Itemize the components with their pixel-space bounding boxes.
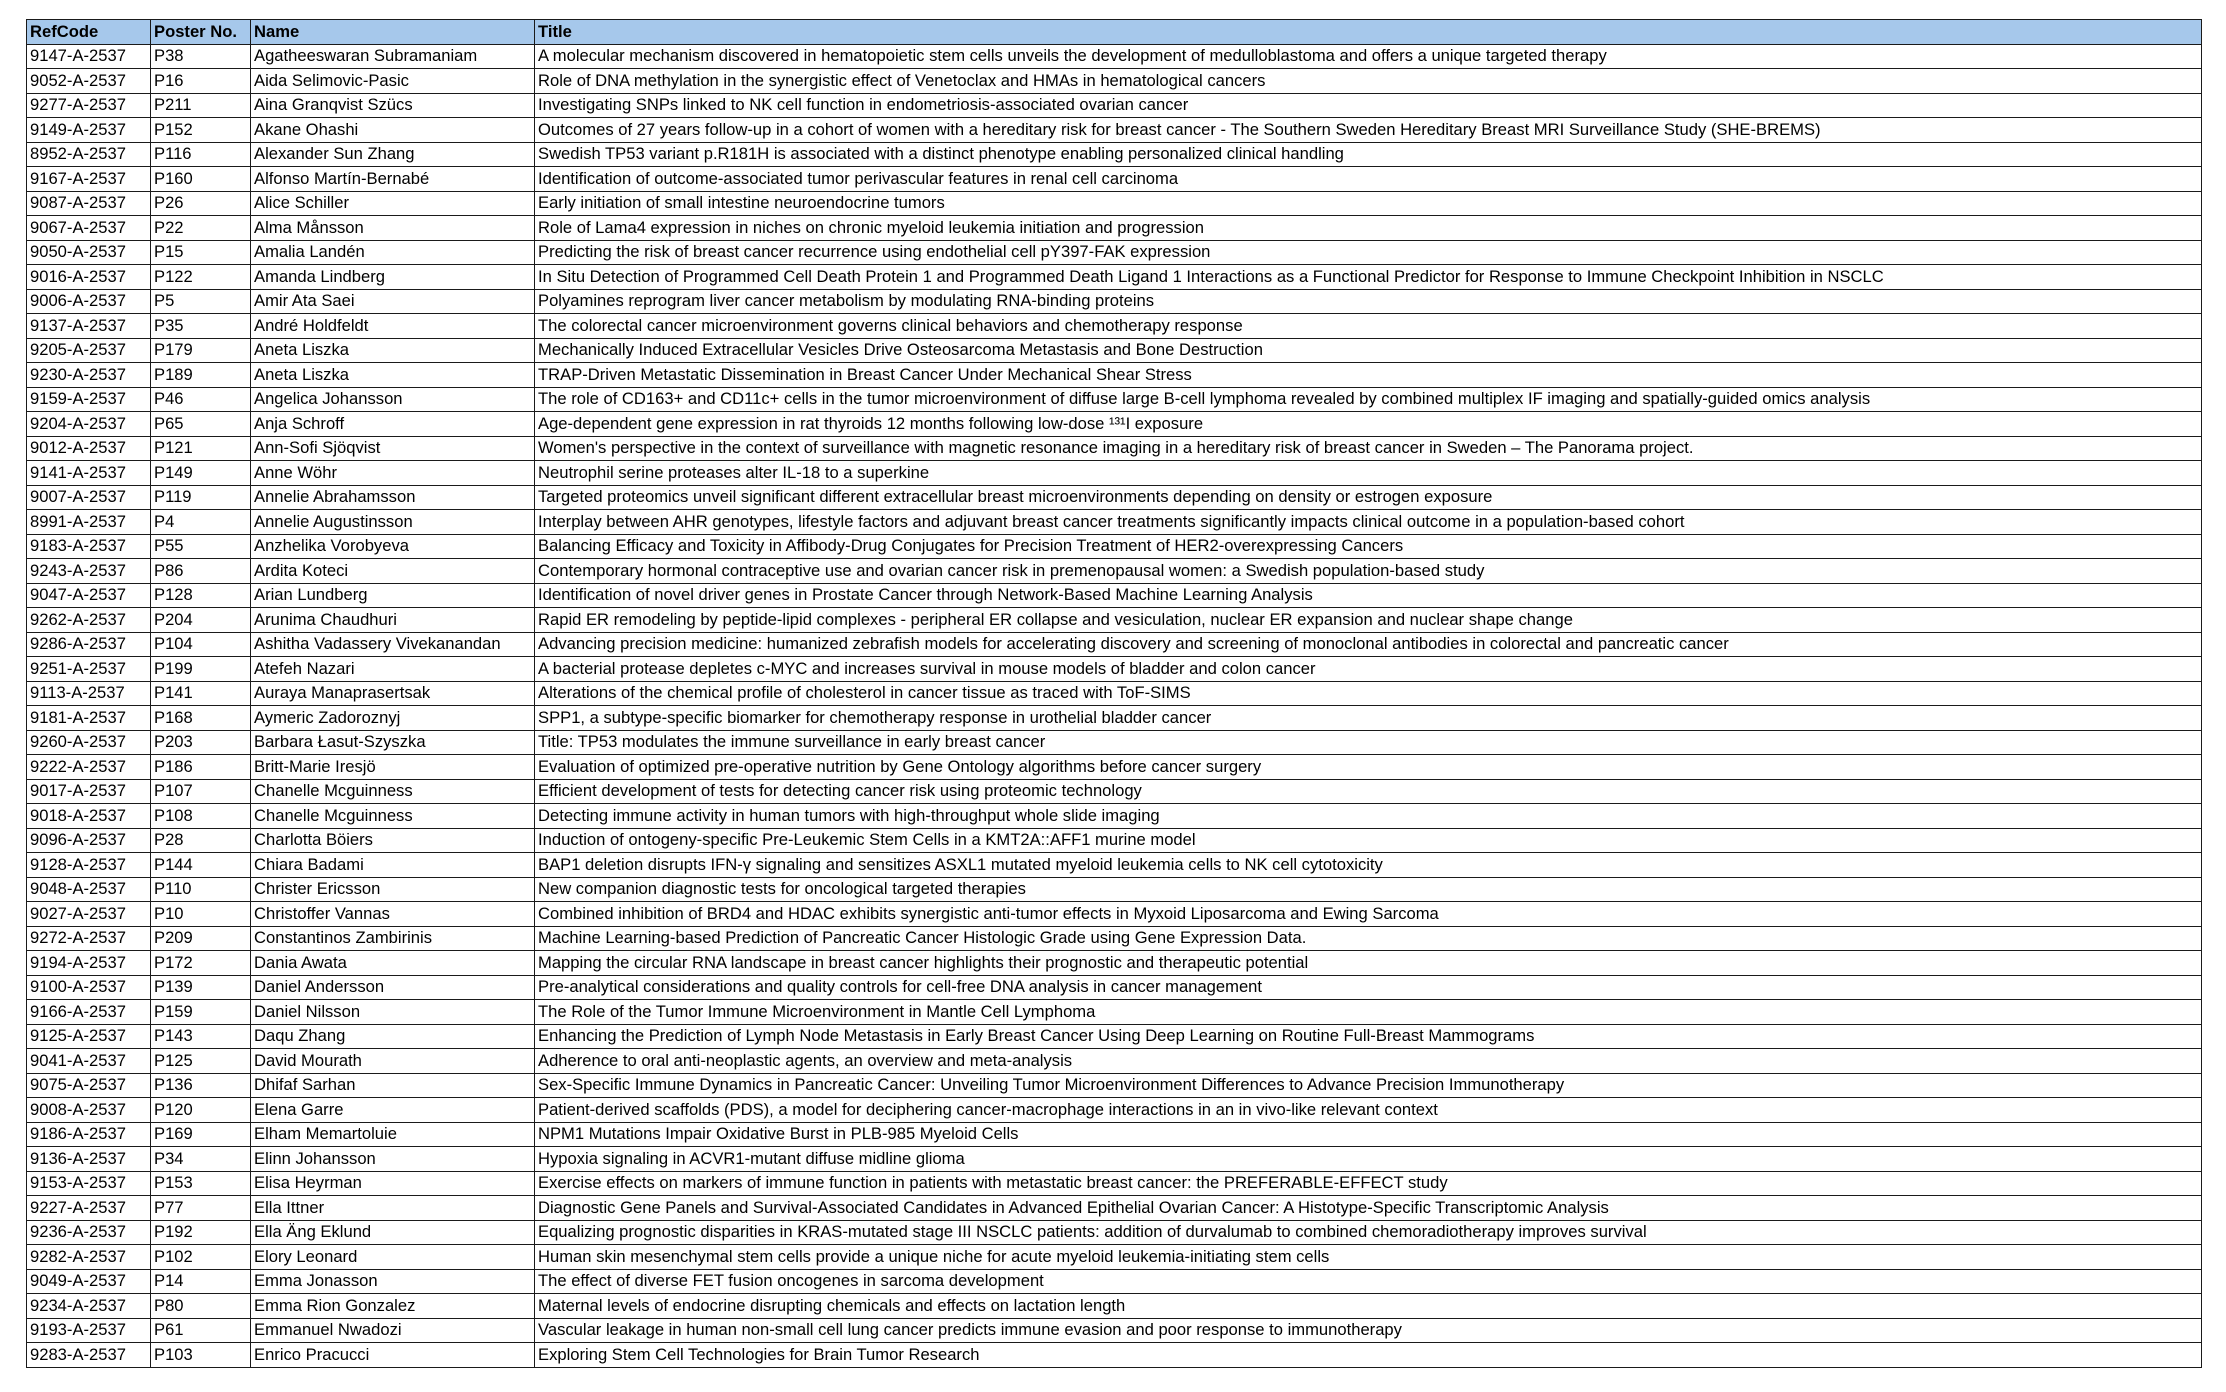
cell-refcode[interactable]: 9041-A-2537 (27, 1049, 151, 1074)
cell-poster-no[interactable]: P168 (151, 706, 251, 731)
cell-title[interactable]: Detecting immune activity in human tumors with high-throughput whole slide imaging (535, 804, 2202, 829)
table-row (27, 975, 2202, 1000)
cell-title[interactable]: Pre-analytical considerations and quality controls for cell-free DNA analysis in cancer management (535, 975, 2202, 1000)
table-row (27, 1171, 2202, 1196)
table-row (27, 1073, 2202, 1098)
cell-poster-no[interactable]: P38 (151, 44, 251, 69)
cell-poster-no[interactable]: P5 (151, 289, 251, 314)
cell-title[interactable]: Role of Lama4 expression in niches on chronic myeloid leukemia initiation and progression (535, 216, 2202, 241)
cell-title[interactable]: Mechanically Induced Extracellular Vesicles Drive Osteosarcoma Metastasis and Bone Destruction (535, 338, 2202, 363)
cell-poster-no[interactable]: P121 (151, 436, 251, 461)
cell-refcode[interactable]: 9166-A-2537 (27, 1000, 151, 1025)
cell-name[interactable]: Christer Ericsson (251, 877, 535, 902)
cell-poster-no[interactable]: P143 (151, 1024, 251, 1049)
cell-poster-no[interactable]: P103 (151, 1343, 251, 1368)
table-row (27, 69, 2202, 94)
table-row (27, 755, 2202, 780)
cell-title[interactable]: Role of DNA methylation in the synergistic effect of Venetoclax and HMAs in hematological cancers (535, 69, 2202, 94)
cell-name[interactable]: Akane Ohashi (251, 118, 535, 143)
cell-refcode[interactable]: 9018-A-2537 (27, 804, 151, 829)
table-row (27, 877, 2202, 902)
cell-title[interactable]: The colorectal cancer microenvironment governs clinical behaviors and chemotherapy response (535, 314, 2202, 339)
cell-refcode[interactable]: 9136-A-2537 (27, 1147, 151, 1172)
cell-name[interactable]: Amanda Lindberg (251, 265, 535, 290)
cell-title[interactable]: Advancing precision medicine: humanized zebrafish models for accelerating discovery and screening of monoclonal antibodies in colorectal and pancreatic cancer (535, 632, 2202, 657)
cell-poster-no[interactable]: P110 (151, 877, 251, 902)
header-poster-no[interactable]: Poster No. (151, 20, 251, 45)
cell-name[interactable]: Anja Schroff (251, 412, 535, 437)
cell-poster-no[interactable]: P209 (151, 926, 251, 951)
cell-refcode[interactable]: 9153-A-2537 (27, 1171, 151, 1196)
cell-poster-no[interactable]: P26 (151, 191, 251, 216)
cell-title[interactable]: SPP1, a subtype-specific biomarker for chemotherapy response in urothelial bladder cancer (535, 706, 2202, 731)
table-row (27, 118, 2202, 143)
cell-refcode[interactable]: 9277-A-2537 (27, 93, 151, 118)
table-row (27, 338, 2202, 363)
table-row (27, 1318, 2202, 1343)
cell-refcode[interactable]: 9012-A-2537 (27, 436, 151, 461)
cell-name[interactable]: Aymeric Zadoroznyj (251, 706, 535, 731)
cell-title[interactable]: Equalizing prognostic disparities in KRAS-mutated stage III NSCLC patients: addition of durvalumab to combined chemoradiotherapy improves survival (535, 1220, 2202, 1245)
cell-refcode[interactable]: 9251-A-2537 (27, 657, 151, 682)
cell-refcode[interactable]: 9008-A-2537 (27, 1098, 151, 1123)
cell-title[interactable]: Women's perspective in the context of surveillance with magnetic resonance imaging in a hereditary risk of breast cancer in Sweden – The Panorama project. (535, 436, 2202, 461)
cell-name[interactable]: Chiara Badami (251, 853, 535, 878)
cell-refcode[interactable]: 9048-A-2537 (27, 877, 151, 902)
cell-name[interactable]: Chanelle Mcguinness (251, 804, 535, 829)
cell-poster-no[interactable]: P16 (151, 69, 251, 94)
header-row (27, 20, 2202, 45)
cell-name[interactable]: Emma Jonasson (251, 1269, 535, 1294)
cell-refcode[interactable]: 9286-A-2537 (27, 632, 151, 657)
cell-poster-no[interactable]: P35 (151, 314, 251, 339)
cell-refcode[interactable]: 9236-A-2537 (27, 1220, 151, 1245)
table-row (27, 681, 2202, 706)
cell-poster-no[interactable]: P211 (151, 93, 251, 118)
table-row (27, 1147, 2202, 1172)
cell-poster-no[interactable]: P4 (151, 510, 251, 535)
table-row (27, 1122, 2202, 1147)
cell-name[interactable]: Aneta Liszka (251, 338, 535, 363)
cell-name[interactable]: Arunima Chaudhuri (251, 608, 535, 633)
cell-title[interactable]: BAP1 deletion disrupts IFN-γ signaling and sensitizes ASXL1 mutated myeloid leukemia cells to NK cell cytotoxicity (535, 853, 2202, 878)
table-row (27, 828, 2202, 853)
table-row (27, 706, 2202, 731)
table-row (27, 289, 2202, 314)
table-row (27, 1196, 2202, 1221)
cell-refcode[interactable]: 8991-A-2537 (27, 510, 151, 535)
cell-poster-no[interactable]: P107 (151, 779, 251, 804)
cell-name[interactable]: Aina Granqvist Szücs (251, 93, 535, 118)
cell-name[interactable]: Elham Memartoluie (251, 1122, 535, 1147)
cell-poster-no[interactable]: P139 (151, 975, 251, 1000)
cell-title[interactable]: The effect of diverse FET fusion oncogenes in sarcoma development (535, 1269, 2202, 1294)
cell-refcode[interactable]: 9006-A-2537 (27, 289, 151, 314)
table-row (27, 804, 2202, 829)
cell-poster-no[interactable]: P144 (151, 853, 251, 878)
header-title[interactable]: Title (535, 20, 2202, 45)
cell-title[interactable]: Mapping the circular RNA landscape in breast cancer highlights their prognostic and therapeutic potential (535, 951, 2202, 976)
cell-title[interactable]: A bacterial protease depletes c-MYC and increases survival in mouse models of bladder and colon cancer (535, 657, 2202, 682)
cell-title[interactable]: Rapid ER remodeling by peptide-lipid complexes - peripheral ER collapse and vesiculation, nuclear ER expansion and nuclear shape change (535, 608, 2202, 633)
cell-title[interactable]: A molecular mechanism discovered in hematopoietic stem cells unveils the development of medulloblastoma and offers a unique targeted therapy (535, 44, 2202, 69)
cell-name[interactable]: Angelica Johansson (251, 387, 535, 412)
cell-refcode[interactable]: 9047-A-2537 (27, 583, 151, 608)
cell-title[interactable]: Machine Learning-based Prediction of Pancreatic Cancer Histologic Grade using Gene Expression Data. (535, 926, 2202, 951)
table-row (27, 1269, 2202, 1294)
cell-name[interactable]: Anne Wöhr (251, 461, 535, 486)
cell-name[interactable]: Ella Äng Eklund (251, 1220, 535, 1245)
cell-title[interactable]: Neutrophil serine proteases alter IL-18 to a superkine (535, 461, 2202, 486)
cell-title[interactable]: Predicting the risk of breast cancer recurrence using endothelial cell pY397-FAK expression (535, 240, 2202, 265)
table-row (27, 314, 2202, 339)
cell-refcode[interactable]: 9262-A-2537 (27, 608, 151, 633)
cell-title[interactable]: Early initiation of small intestine neuroendocrine tumors (535, 191, 2202, 216)
table-row (27, 559, 2202, 584)
cell-refcode[interactable]: 9205-A-2537 (27, 338, 151, 363)
cell-title[interactable]: Investigating SNPs linked to NK cell function in endometriosis-associated ovarian cancer (535, 93, 2202, 118)
cell-name[interactable]: Emmanuel Nwadozi (251, 1318, 535, 1343)
cell-title[interactable]: Adherence to oral anti-neoplastic agents, an overview and meta-analysis (535, 1049, 2202, 1074)
cell-title[interactable]: NPM1 Mutations Impair Oxidative Burst in PLB-985 Myeloid Cells (535, 1122, 2202, 1147)
cell-name[interactable]: Enrico Pracucci (251, 1343, 535, 1368)
cell-refcode[interactable]: 9227-A-2537 (27, 1196, 151, 1221)
cell-title[interactable]: Exercise effects on markers of immune function in patients with metastatic breast cancer: the PREFERABLE-EFFECT study (535, 1171, 2202, 1196)
cell-title[interactable]: New companion diagnostic tests for oncological targeted therapies (535, 877, 2202, 902)
cell-poster-no[interactable]: P119 (151, 485, 251, 510)
cell-poster-no[interactable]: P203 (151, 730, 251, 755)
table-row (27, 387, 2202, 412)
cell-refcode[interactable]: 9272-A-2537 (27, 926, 151, 951)
header-name[interactable]: Name (251, 20, 535, 45)
cell-name[interactable]: Alfonso Martín-Bernabé (251, 167, 535, 192)
cell-refcode[interactable]: 9167-A-2537 (27, 167, 151, 192)
cell-refcode[interactable]: 9230-A-2537 (27, 363, 151, 388)
cell-poster-no[interactable]: P172 (151, 951, 251, 976)
poster-table (26, 19, 2202, 1368)
cell-title[interactable]: In Situ Detection of Programmed Cell Death Protein 1 and Programmed Death Ligand 1 Interactions as a Functional Predictor for Response to Immune Checkpoint Inhibition in NSCLC (535, 265, 2202, 290)
cell-refcode[interactable]: 9087-A-2537 (27, 191, 151, 216)
cell-poster-no[interactable]: P136 (151, 1073, 251, 1098)
cell-name[interactable]: Auraya Manaprasertsak (251, 681, 535, 706)
cell-refcode[interactable]: 9052-A-2537 (27, 69, 151, 94)
cell-refcode[interactable]: 9125-A-2537 (27, 1024, 151, 1049)
table-row (27, 1024, 2202, 1049)
cell-name[interactable]: Alma Månsson (251, 216, 535, 241)
cell-refcode[interactable]: 9283-A-2537 (27, 1343, 151, 1368)
cell-refcode[interactable]: 9007-A-2537 (27, 485, 151, 510)
cell-title[interactable]: Patient-derived scaffolds (PDS), a model for deciphering cancer-macrophage interactions in an in vivo-like relevant context (535, 1098, 2202, 1123)
cell-name[interactable]: David Mourath (251, 1049, 535, 1074)
cell-title[interactable]: Identification of novel driver genes in Prostate Cancer through Network-Based Machine Learning Analysis (535, 583, 2202, 608)
table-row (27, 44, 2202, 69)
cell-name[interactable]: Aneta Liszka (251, 363, 535, 388)
cell-poster-no[interactable]: P122 (151, 265, 251, 290)
cell-refcode[interactable]: 9049-A-2537 (27, 1269, 151, 1294)
cell-name[interactable]: Alexander Sun Zhang (251, 142, 535, 167)
cell-refcode[interactable]: 9159-A-2537 (27, 387, 151, 412)
table-row (27, 93, 2202, 118)
cell-title[interactable]: Outcomes of 27 years follow-up in a cohort of women with a hereditary risk for breast cancer - The Southern Sweden Hereditary Breast MRI Surveillance Study (SHE-BREMS) (535, 118, 2202, 143)
table-row (27, 1000, 2202, 1025)
cell-title[interactable]: Enhancing the Prediction of Lymph Node Metastasis in Early Breast Cancer Using Deep Learning on Routine Full-Breast Mammograms (535, 1024, 2202, 1049)
cell-name[interactable]: Christoffer Vannas (251, 902, 535, 927)
cell-poster-no[interactable]: P120 (151, 1098, 251, 1123)
cell-poster-no[interactable]: P199 (151, 657, 251, 682)
cell-title[interactable]: Polyamines reprogram liver cancer metabolism by modulating RNA-binding proteins (535, 289, 2202, 314)
cell-poster-no[interactable]: P77 (151, 1196, 251, 1221)
cell-name[interactable]: Ella Ittner (251, 1196, 535, 1221)
cell-refcode[interactable]: 9183-A-2537 (27, 534, 151, 559)
cell-title[interactable]: Human skin mesenchymal stem cells provide a unique niche for acute myeloid leukemia-initiating stem cells (535, 1245, 2202, 1270)
table-row (27, 485, 2202, 510)
table-row (27, 608, 2202, 633)
cell-name[interactable]: Elisa Heyrman (251, 1171, 535, 1196)
cell-name[interactable]: Elinn Johansson (251, 1147, 535, 1172)
cell-title[interactable]: TRAP-Driven Metastatic Dissemination in Breast Cancer Under Mechanical Shear Stress (535, 363, 2202, 388)
table-row (27, 142, 2202, 167)
cell-title[interactable]: Sex-Specific Immune Dynamics in Pancreatic Cancer: Unveiling Tumor Microenvironment Differences to Advance Precision Immunotherapy (535, 1073, 2202, 1098)
table-row (27, 436, 2202, 461)
table-row (27, 730, 2202, 755)
cell-refcode[interactable]: 9141-A-2537 (27, 461, 151, 486)
cell-refcode[interactable]: 9282-A-2537 (27, 1245, 151, 1270)
header-refcode[interactable]: RefCode (27, 20, 151, 45)
cell-poster-no[interactable]: P192 (151, 1220, 251, 1245)
cell-name[interactable]: André Holdfeldt (251, 314, 535, 339)
cell-refcode[interactable]: 9050-A-2537 (27, 240, 151, 265)
cell-name[interactable]: Daniel Andersson (251, 975, 535, 1000)
cell-poster-no[interactable]: P46 (151, 387, 251, 412)
table-row (27, 779, 2202, 804)
cell-name[interactable]: Elory Leonard (251, 1245, 535, 1270)
cell-refcode[interactable]: 9137-A-2537 (27, 314, 151, 339)
cell-name[interactable]: Daniel Nilsson (251, 1000, 535, 1025)
cell-name[interactable]: Annelie Augustinsson (251, 510, 535, 535)
table-row (27, 191, 2202, 216)
cell-title[interactable]: Swedish TP53 variant p.R181H is associated with a distinct phenotype enabling personalized clinical handling (535, 142, 2202, 167)
cell-poster-no[interactable]: P179 (151, 338, 251, 363)
cell-poster-no[interactable]: P108 (151, 804, 251, 829)
cell-poster-no[interactable]: P15 (151, 240, 251, 265)
cell-refcode[interactable]: 9113-A-2537 (27, 681, 151, 706)
cell-title[interactable]: Evaluation of optimized pre-operative nutrition by Gene Ontology algorithms before cancer surgery (535, 755, 2202, 780)
cell-name[interactable]: Elena Garre (251, 1098, 535, 1123)
cell-title[interactable]: Targeted proteomics unveil significant different extracellular breast microenvironments depending on density or estrogen exposure (535, 485, 2202, 510)
cell-poster-no[interactable]: P102 (151, 1245, 251, 1270)
cell-poster-no[interactable]: P10 (151, 902, 251, 927)
cell-poster-no[interactable]: P22 (151, 216, 251, 241)
cell-name[interactable]: Emma Rion Gonzalez (251, 1294, 535, 1319)
cell-name[interactable]: Anzhelika Vorobyeva (251, 534, 535, 559)
cell-title[interactable]: Identification of outcome-associated tumor perivascular features in renal cell carcinoma (535, 167, 2202, 192)
cell-title[interactable]: Age-dependent gene expression in rat thyroids 12 months following low-dose ¹³¹I exposure (535, 412, 2202, 437)
cell-refcode[interactable]: 9017-A-2537 (27, 779, 151, 804)
cell-name[interactable]: Daqu Zhang (251, 1024, 535, 1049)
cell-refcode[interactable]: 9128-A-2537 (27, 853, 151, 878)
cell-refcode[interactable]: 9243-A-2537 (27, 559, 151, 584)
table-row (27, 1098, 2202, 1123)
table-row (27, 632, 2202, 657)
table-row (27, 265, 2202, 290)
cell-name[interactable]: Amalia Landén (251, 240, 535, 265)
cell-refcode[interactable]: 9147-A-2537 (27, 44, 151, 69)
cell-refcode[interactable]: 9067-A-2537 (27, 216, 151, 241)
table-header (27, 20, 2202, 45)
cell-refcode[interactable]: 9234-A-2537 (27, 1294, 151, 1319)
cell-poster-no[interactable]: P141 (151, 681, 251, 706)
table-row (27, 926, 2202, 951)
cell-refcode[interactable]: 9149-A-2537 (27, 118, 151, 143)
cell-name[interactable]: Dania Awata (251, 951, 535, 976)
cell-poster-no[interactable]: P153 (151, 1171, 251, 1196)
cell-name[interactable]: Alice Schiller (251, 191, 535, 216)
cell-name[interactable]: Amir Ata Saei (251, 289, 535, 314)
cell-title[interactable]: The role of CD163+ and CD11c+ cells in the tumor microenvironment of diffuse large B-cell lymphoma revealed by combined multiplex IF imaging and spatially-guided omics analysis (535, 387, 2202, 412)
table-row (27, 510, 2202, 535)
table-row (27, 1245, 2202, 1270)
cell-refcode[interactable]: 9100-A-2537 (27, 975, 151, 1000)
cell-title[interactable]: Interplay between AHR genotypes, lifestyle factors and adjuvant breast cancer treatments significantly impacts clinical outcome in a population-based cohort (535, 510, 2202, 535)
cell-refcode[interactable]: 9075-A-2537 (27, 1073, 151, 1098)
cell-title[interactable]: Induction of ontogeny-specific Pre-Leukemic Stem Cells in a KMT2A::AFF1 murine model (535, 828, 2202, 853)
cell-poster-no[interactable]: P125 (151, 1049, 251, 1074)
table-row (27, 1220, 2202, 1245)
cell-refcode[interactable]: 9186-A-2537 (27, 1122, 151, 1147)
cell-refcode[interactable]: 9222-A-2537 (27, 755, 151, 780)
cell-name[interactable]: Atefeh Nazari (251, 657, 535, 682)
table-row (27, 461, 2202, 486)
cell-poster-no[interactable]: P189 (151, 363, 251, 388)
table-row (27, 583, 2202, 608)
cell-name[interactable]: Agatheeswaran Subramaniam (251, 44, 535, 69)
cell-title[interactable]: Combined inhibition of BRD4 and HDAC exhibits synergistic anti-tumor effects in Myxoid Liposarcoma and Ewing Sarcoma (535, 902, 2202, 927)
table-row (27, 167, 2202, 192)
table-row (27, 240, 2202, 265)
cell-title[interactable]: Diagnostic Gene Panels and Survival-Associated Candidates in Advanced Epithelial Ovarian Cancer: A Histotype-Specific Transcriptomic Analysis (535, 1196, 2202, 1221)
cell-poster-no[interactable]: P169 (151, 1122, 251, 1147)
cell-poster-no[interactable]: P160 (151, 167, 251, 192)
cell-refcode[interactable]: 9181-A-2537 (27, 706, 151, 731)
cell-poster-no[interactable]: P128 (151, 583, 251, 608)
cell-refcode[interactable]: 9204-A-2537 (27, 412, 151, 437)
cell-name[interactable]: Constantinos Zambirinis (251, 926, 535, 951)
cell-refcode[interactable]: 9027-A-2537 (27, 902, 151, 927)
cell-refcode[interactable]: 9194-A-2537 (27, 951, 151, 976)
cell-poster-no[interactable]: P14 (151, 1269, 251, 1294)
table-row (27, 216, 2202, 241)
cell-name[interactable]: Charlotta Böiers (251, 828, 535, 853)
cell-refcode[interactable]: 9193-A-2537 (27, 1318, 151, 1343)
table-row (27, 1049, 2202, 1074)
cell-name[interactable]: Ann-Sofi Sjöqvist (251, 436, 535, 461)
table-row (27, 1294, 2202, 1319)
table-row (27, 534, 2202, 559)
table-row (27, 902, 2202, 927)
cell-title[interactable]: Contemporary hormonal contraceptive use and ovarian cancer risk in premenopausal women: a Swedish population-based study (535, 559, 2202, 584)
cell-title[interactable]: Alterations of the chemical profile of cholesterol in cancer tissue as traced with ToF-SIMS (535, 681, 2202, 706)
cell-title[interactable]: Title: TP53 modulates the immune surveillance in early breast cancer (535, 730, 2202, 755)
cell-poster-no[interactable]: P116 (151, 142, 251, 167)
cell-refcode[interactable]: 9016-A-2537 (27, 265, 151, 290)
cell-poster-no[interactable]: P152 (151, 118, 251, 143)
cell-name[interactable]: Annelie Abrahamsson (251, 485, 535, 510)
cell-refcode[interactable]: 9096-A-2537 (27, 828, 151, 853)
cell-poster-no[interactable]: P149 (151, 461, 251, 486)
cell-title[interactable]: Balancing Efficacy and Toxicity in Affibody-Drug Conjugates for Precision Treatment of HER2-overexpressing Cancers (535, 534, 2202, 559)
cell-title[interactable]: Hypoxia signaling in ACVR1-mutant diffuse midline glioma (535, 1147, 2202, 1172)
cell-poster-no[interactable]: P86 (151, 559, 251, 584)
table-row (27, 1343, 2202, 1368)
table-row (27, 853, 2202, 878)
cell-title[interactable]: Vascular leakage in human non-small cell lung cancer predicts immune evasion and poor response to immunotherapy (535, 1318, 2202, 1343)
table-row (27, 951, 2202, 976)
cell-name[interactable]: Dhifaf Sarhan (251, 1073, 535, 1098)
cell-poster-no[interactable]: P186 (151, 755, 251, 780)
cell-refcode[interactable]: 9260-A-2537 (27, 730, 151, 755)
cell-poster-no[interactable]: P61 (151, 1318, 251, 1343)
cell-poster-no[interactable]: P65 (151, 412, 251, 437)
cell-name[interactable]: Ashitha Vadassery Vivekanandan (251, 632, 535, 657)
cell-title[interactable]: Efficient development of tests for detecting cancer risk using proteomic technology (535, 779, 2202, 804)
table-row (27, 363, 2202, 388)
cell-poster-no[interactable]: P104 (151, 632, 251, 657)
cell-refcode[interactable]: 8952-A-2537 (27, 142, 151, 167)
cell-poster-no[interactable]: P204 (151, 608, 251, 633)
table-body (27, 44, 2202, 1367)
table-row (27, 657, 2202, 682)
table-row (27, 412, 2202, 437)
cell-poster-no[interactable]: P80 (151, 1294, 251, 1319)
cell-name[interactable]: Arian Lundberg (251, 583, 535, 608)
cell-title[interactable]: Exploring Stem Cell Technologies for Brain Tumor Research (535, 1343, 2202, 1368)
cell-poster-no[interactable]: P34 (151, 1147, 251, 1172)
cell-poster-no[interactable]: P159 (151, 1000, 251, 1025)
cell-title[interactable]: Maternal levels of endocrine disrupting chemicals and effects on lactation length (535, 1294, 2202, 1319)
cell-name[interactable]: Ardita Koteci (251, 559, 535, 584)
cell-name[interactable]: Chanelle Mcguinness (251, 779, 535, 804)
cell-poster-no[interactable]: P55 (151, 534, 251, 559)
cell-name[interactable]: Barbara Łasut-Szyszka (251, 730, 535, 755)
cell-poster-no[interactable]: P28 (151, 828, 251, 853)
cell-name[interactable]: Aida Selimovic-Pasic (251, 69, 535, 94)
cell-name[interactable]: Britt-Marie Iresjö (251, 755, 535, 780)
cell-title[interactable]: The Role of the Tumor Immune Microenvironment in Mantle Cell Lymphoma (535, 1000, 2202, 1025)
